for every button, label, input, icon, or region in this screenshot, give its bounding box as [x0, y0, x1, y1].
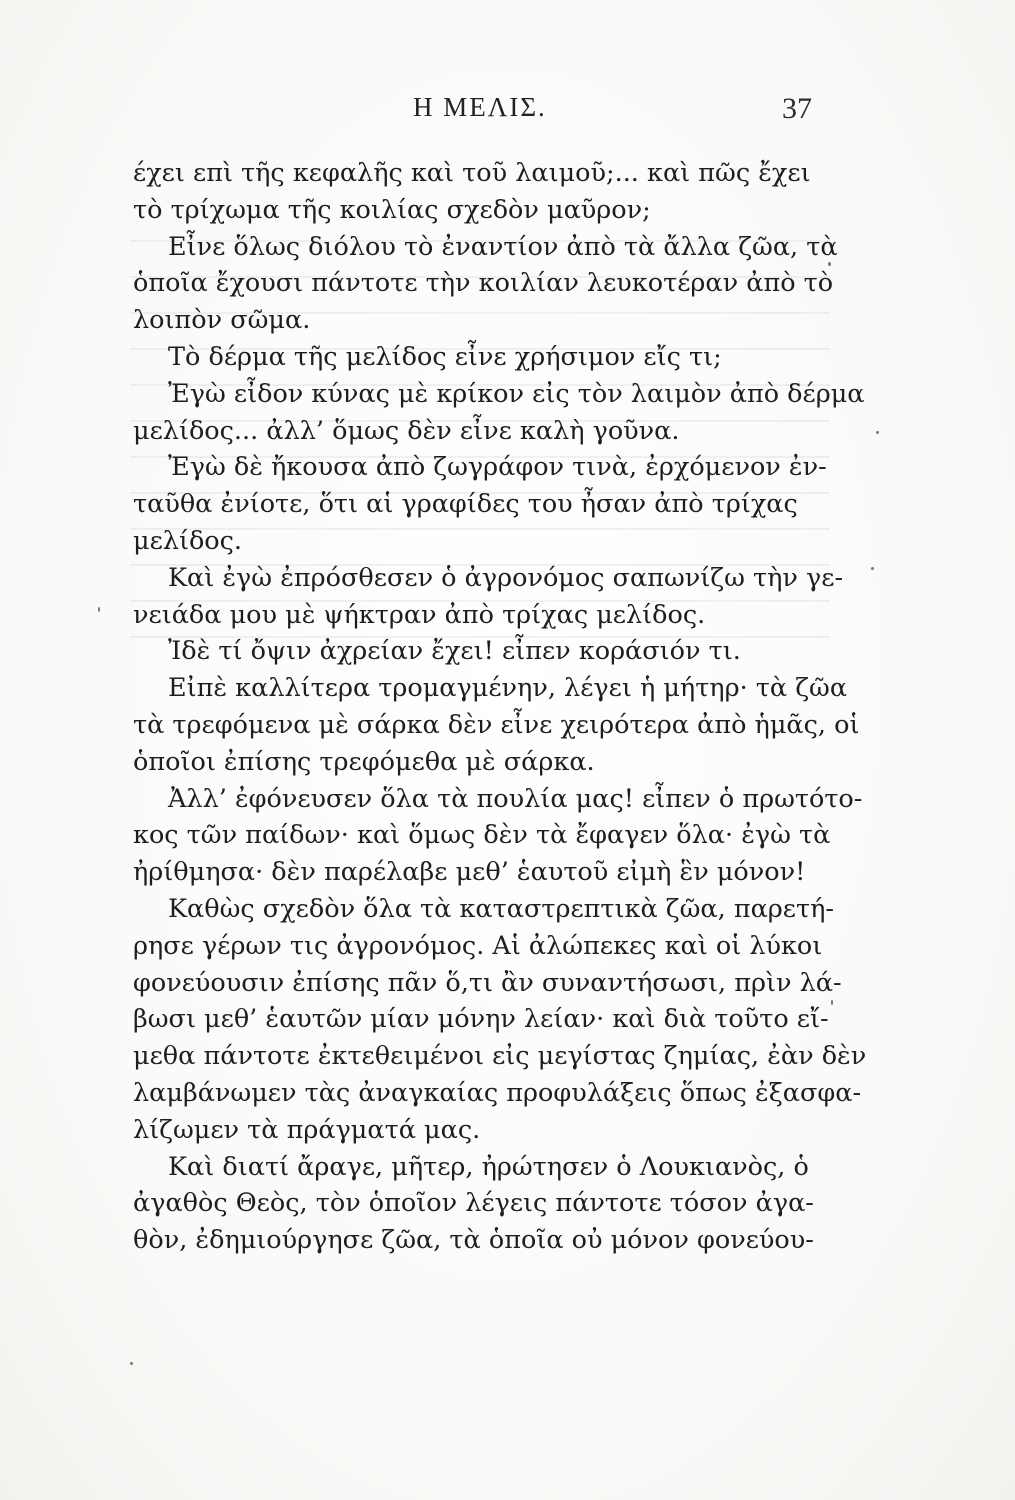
text-line: νειάδα μου μὲ ψήκτραν ἀπὸ τρίχας μελίδος.: [133, 599, 706, 630]
text-line: Ἐγὼ εἶδον κύνας μὲ κρίκον εἰς τὸν λαιμὸν ἀπὸ δέρμα: [168, 378, 865, 409]
text-line: Ἀλλ’ ἐφόνευσεν ὅλα τὰ πουλία μας! εἶπεν ὁ πρωτότο-: [168, 783, 863, 814]
text-line: έχει επὶ τῆς κεφαλῆς καὶ τοῦ λαιμοῦ;... καὶ πῶς ἔχει: [133, 158, 811, 188]
text-line: Εἰπὲ καλλίτερα τρομαγμένην, λέγει ἡ μήτηρ· τὰ ζῶα: [168, 673, 848, 704]
text-line: μεθα πάντοτε ἐκτεθειμένοι εἰς μεγίστας ζημίας, ἐὰν δὲν: [133, 1041, 867, 1072]
text-line: μελίδος... ἀλλ’ ὅμως δὲν εἶνε καλὴ γοῦνα.: [133, 415, 680, 446]
text-line: βωσι μεθ’ ἑαυτῶν μίαν μόνην λείαν· καὶ διὰ τοῦτο εἴ-: [133, 1004, 829, 1035]
text-line: ὁποῖοι ἐπίσης τρεφόμεθα μὲ σάρκα.: [133, 746, 595, 777]
page-number: 37: [782, 92, 812, 125]
scan-speck: [828, 262, 831, 266]
scan-speck: [876, 431, 879, 434]
text-line: τὰ τρεφόμενα μὲ σάρκα δὲν εἶνε χειρότερα ἀπὸ ἡμᾶς, οἱ: [133, 709, 860, 740]
text-line: Ἰδὲ τί ὄψιν ἀχρείαν ἔχει! εἶπεν κοράσιόν τι.: [168, 636, 741, 667]
text-line: τὸ τρίχωμα τῆς κοιλίας σχεδὸν μαῦρον;: [133, 194, 651, 225]
text-line: ἠρίθμησα· δὲν παρέλαβε μεθ’ ἑαυτοῦ εἰμὴ ἓν μόνον!: [133, 857, 806, 888]
text-line: Εἶνε ὅλως διόλου τὸ ἐναντίον ἀπὸ τὰ ἄλλα ζῶα, τὰ: [168, 231, 838, 262]
scan-speck: [130, 1362, 133, 1365]
text-line: λοιπὸν σῶμα.: [133, 305, 311, 336]
text-line: Καθὼς σχεδὸν ὅλα τὰ καταστρεπτικὰ ζῶα, παρετή-: [168, 893, 835, 924]
page-header: [0, 92, 1015, 132]
text-line: Τὸ δέρμα τῆς μελίδος εἶνε χρήσιμον εἴς τι;: [168, 341, 722, 372]
scan-speck: [831, 1000, 833, 1005]
scan-speck: [871, 567, 874, 570]
scan-speck: [98, 607, 100, 612]
text-line: θὸν, ἐδημιούργησε ζῶα, τὰ ὁποῖα οὐ μόνον φονεύου-: [133, 1225, 814, 1256]
text-line: ἀγαθὸς Θεὸς, τὸν ὁποῖον λέγεις πάντοτε τόσον ἀγα-: [133, 1188, 814, 1219]
text-line: ταῦθα ἐνίοτε, ὅτι αἱ γραφίδες του ἦσαν ἀπὸ τρίχας: [133, 489, 798, 520]
body-text: [133, 155, 867, 1259]
text-line: Καὶ διατί ἄραγε, μῆτερ, ἠρώτησεν ὁ Λουκιανὸς, ὁ: [168, 1151, 809, 1182]
running-head: Η ΜΕΛΙΣ.: [413, 92, 547, 122]
text-line: λαμβάνωμεν τὰς ἀναγκαίας προφυλάξεις ὅπως ἐξασφα-: [133, 1077, 862, 1108]
text-line: Καὶ ἐγὼ ἐπρόσθεσεν ὁ ἀγρονόμος σαπωνίζω τὴν γε-: [168, 562, 844, 593]
text-line: μελίδος.: [133, 525, 243, 556]
text-line: λίζωμεν τὰ πράγματά μας.: [133, 1114, 481, 1145]
text-line: φονεύουσιν ἐπίσης πᾶν ὅ,τι ἂν συναντήσωσι, πρὶν λά-: [133, 967, 842, 998]
text-line: ρησε γέρων τις ἀγρονόμος. Αἱ ἀλώπεκες καὶ οἱ λύκοι: [133, 930, 823, 961]
text-line: Ἐγὼ δὲ ἤκουσα ἀπὸ ζωγράφον τινὰ, ἐρχόμενον ἐν-: [168, 452, 827, 483]
text-line: κος τῶν παίδων· καὶ ὅμως δὲν τὰ ἔφαγεν ὅλα· ἐγὼ τὰ: [133, 820, 831, 851]
text-line: ὁποῖα ἔχουσι πάντοτε τὴν κοιλίαν λευκοτέραν ἀπὸ τὸ: [133, 268, 834, 299]
